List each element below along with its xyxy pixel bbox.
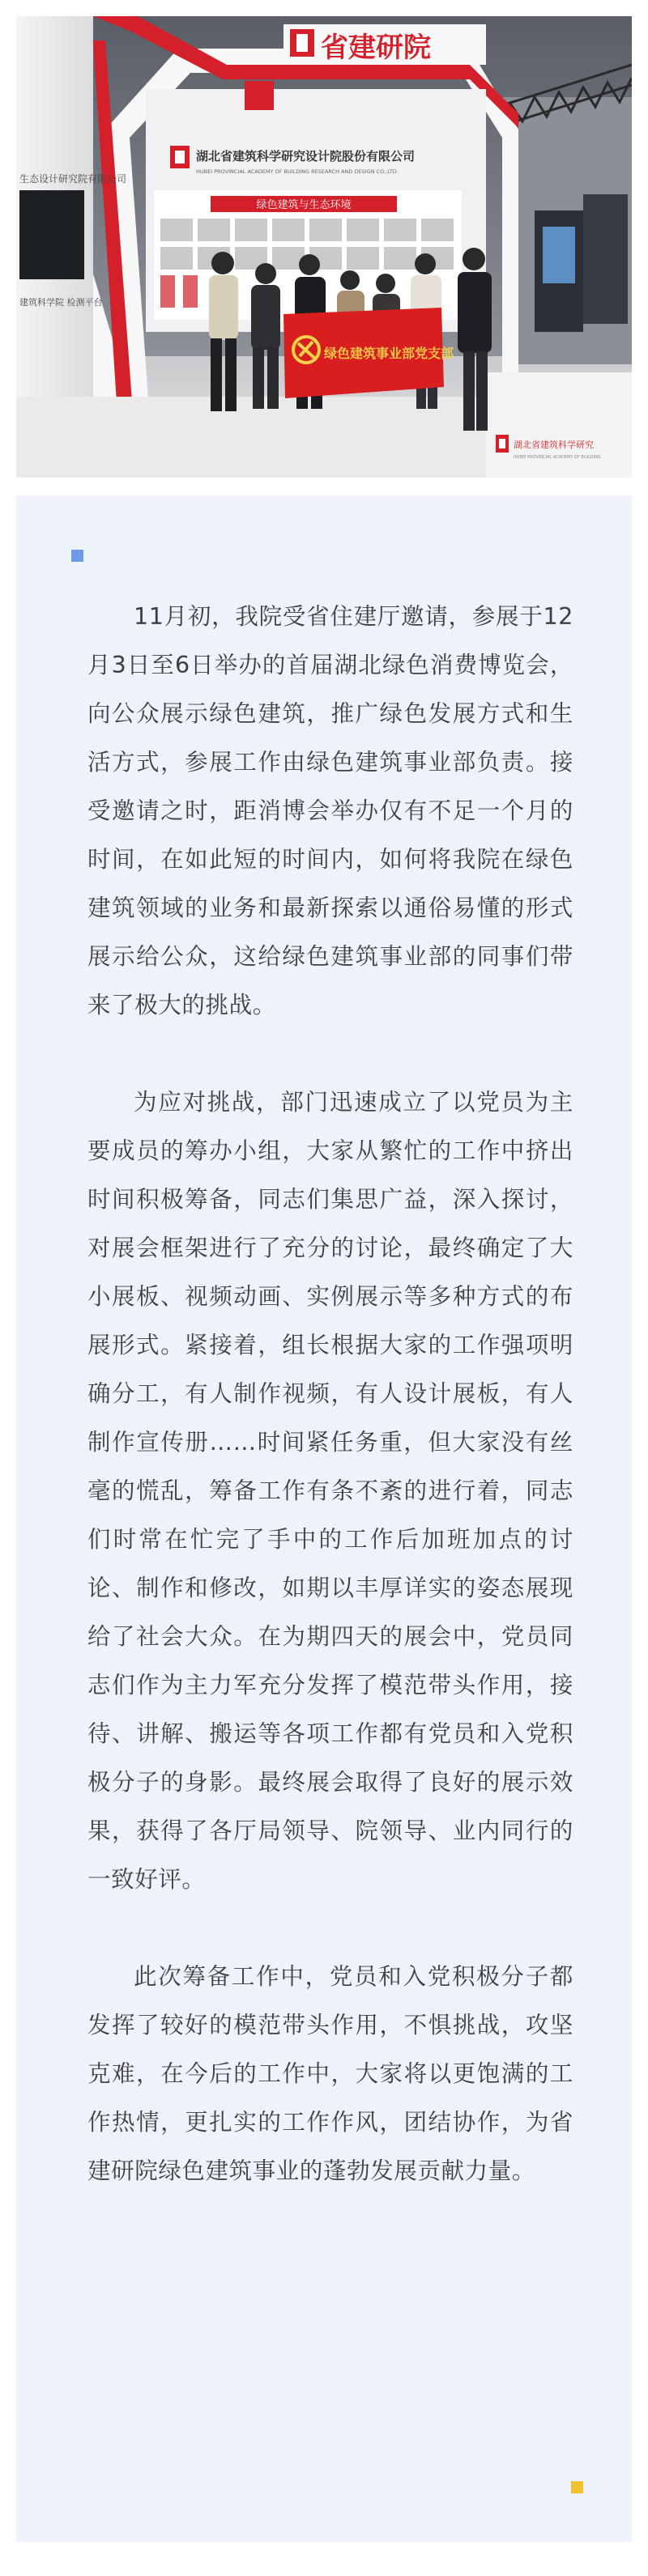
left-wall-label: 建筑科学院 检测平台 (19, 297, 103, 308)
booth-header-cn: 湖北省建筑科学研究设计院股份有限公司 (196, 149, 416, 164)
decorative-square-yellow (571, 2481, 583, 2493)
paragraph: 11月初，我院受省住建厅邀请，参展于12月3日至6日举办的首届湖北绿色消费博览会，向公众展示绿色建筑，推广绿色发展方式和生活方式，参展工作由绿色建筑事业部负责。接受邀请之时，距消博会举办仅有不足一个月的时间，在如此短的时间内，如何将我院在绿色建筑领域的业务和最新探索以通俗易懂的形式展示给公众，这给绿色建筑事业部的同事们带来了极大的挑战。 (87, 603, 573, 1018)
article-body (87, 593, 573, 2244)
board-title: 绿色建筑与生态环境 (256, 199, 352, 211)
booth-sign-text: 省建研院 (321, 32, 431, 64)
side-panel-label: 生态设计研究院有限公司 (19, 173, 127, 185)
footer-logo-en: HUBEI PROVINCIAL ACADEMY OF BUILDING (514, 455, 601, 460)
footer-logo-text: 湖北省建筑科学研究 (514, 440, 594, 450)
booth-header-en: HUBEI PROVINCIAL ACADEMY OF BUILDING RESEARCH AND DESIGN CO.,LTD. (196, 168, 399, 175)
paragraph: 为应对挑战，部门迅速成立了以党员为主要成员的筹办小组，大家从繁忙的工作中挤出时间积极筹备，同志们集思广益，深入探讨，对展会框架进行了充分的讨论，最终确定了大小展板、视频动画、实例展示等多种方式的布展形式。紧接着，组长根据大家的工作强项明确分工，有人制作视频，有人设计展板，有人制作宣传册……时间紧任务重，但大家没有丝毫的慌乱，筹备工作有条不紊的进行着，同志们时常在忙完了手中的工作后加班加点的讨论、制作和修改，如期以丰厚详实的姿态展现给了社会大众。在为期四天的展会中，党员同志们作为主力军充分发挥了模范带头作用，接待、讲解、搬运等各项工作都有党员和入党积极分子的身影。最终展会取得了良好的展示效果，获得了各厅局领导、院领导、业内同行的一致好评。 (87, 1089, 573, 1893)
banner-text: 绿色建筑事业部党支部 (324, 346, 454, 361)
article-card (16, 495, 632, 2542)
paragraph: 此次筹备工作中，党员和入党积极分子都发挥了较好的模范带头作用，不惧挑战，攻坚克难，在今后的工作中，大家将以更饱满的工作热情，更扎实的工作作风，团结协作，为省建研院绿色建筑事业的蓬勃发展贡献力量。 (87, 1963, 573, 2184)
party-banner (284, 308, 454, 398)
decorative-square-blue (71, 550, 83, 562)
exhibition-booth-photo (16, 16, 632, 478)
